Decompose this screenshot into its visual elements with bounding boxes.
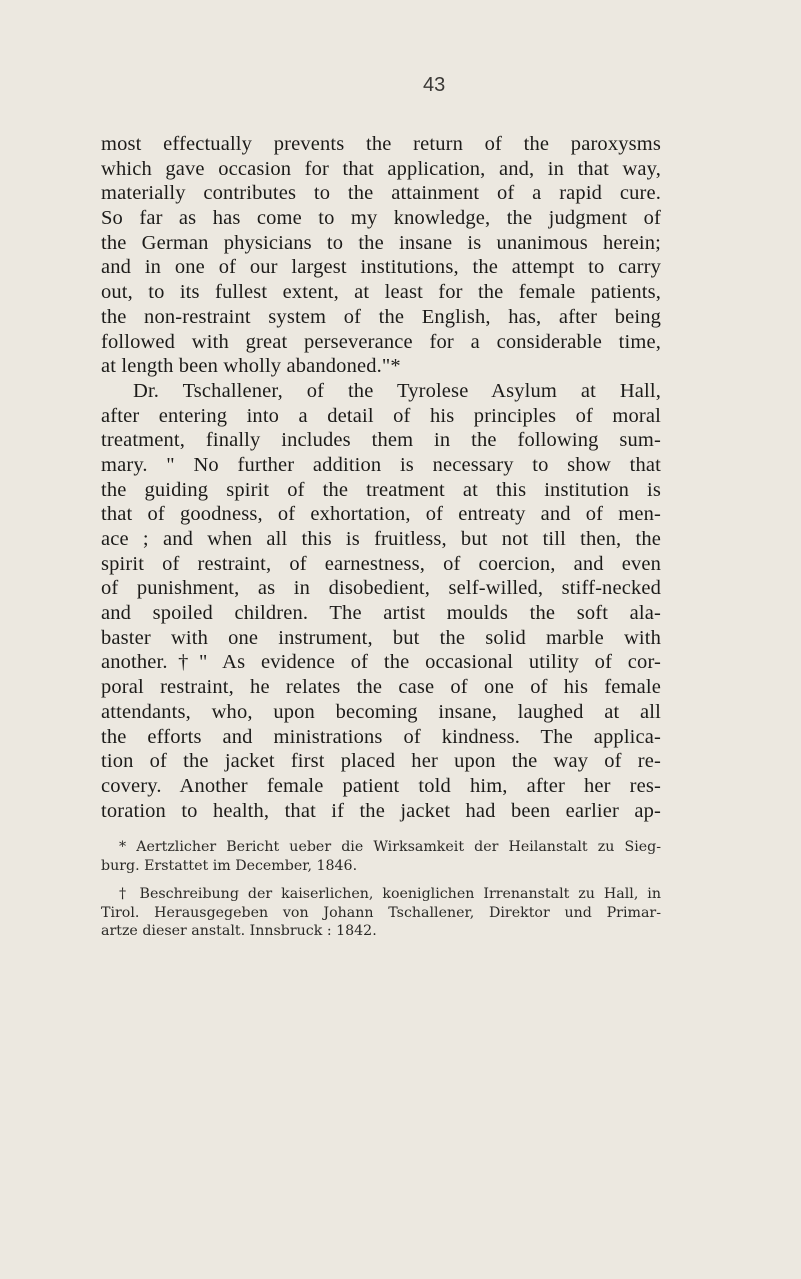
text-line: tion of the jacket first placed her upon the way of re- — [101, 750, 661, 773]
text-line: another.†" As evidence of the occasional utility of cor- — [101, 651, 661, 674]
text-line: spirit of restraint, of earnestness, of coercion, and even — [101, 552, 661, 575]
text-line: Dr. Tschallener, of the Tyrolese Asylum at Hall, — [133, 379, 661, 402]
text-line: followed with great perseverance for a considerable time, — [101, 330, 661, 353]
footnote-2 — [101, 885, 661, 941]
text-line: the efforts and ministrations of kindness. The applica- — [101, 725, 661, 748]
text-line: the non-restraint system of the English, has, after being — [101, 305, 661, 328]
footnote-1 — [101, 838, 661, 875]
text-line: mary. " No further addition is necessary to show that — [101, 453, 661, 476]
text-line: after entering into a detail of his principles of moral — [101, 404, 661, 427]
text-line: poral restraint, he relates the case of one of his female — [101, 676, 661, 699]
text-line: treatment, finally includes them in the following sum- — [101, 429, 661, 452]
text-line: of punishment, as in disobedient, self-willed, stiff-necked — [101, 577, 661, 600]
text-line: out, to its fullest extent, at least for the female patients, — [101, 281, 661, 304]
text-line: and spoiled children. The artist moulds the soft ala- — [101, 602, 661, 625]
text-line: the German physicians to the insane is unanimous herein; — [101, 231, 661, 254]
text-line: and in one of our largest institutions, the attempt to carry — [101, 256, 661, 279]
text-line: covery. Another female patient told him, after her res- — [101, 774, 661, 797]
footnote-line: † Beschreibung der kaiserlichen, koeniglichen Irrenanstalt zu Hall, in — [119, 886, 661, 903]
text-line: ace ; and when all this is fruitless, but not till then, the — [101, 528, 661, 550]
text-line: baster with one instrument, but the solid marble with — [101, 626, 661, 649]
text-line: at length been wholly abandoned."* — [101, 355, 401, 378]
footnotes — [101, 838, 661, 941]
text-line: toration to health, that if the jacket had been earlier ap- — [101, 799, 661, 822]
text-line: which gave occasion for that application, and, in that way, — [101, 157, 661, 180]
text-line: materially contributes to the attainment of a rapid cure. — [101, 182, 661, 205]
body-text — [101, 132, 661, 823]
text-line: most effectually prevents the return of the paroxysms — [101, 133, 661, 155]
footnote-line: artze dieser anstalt. Innsbruck : 1842. — [101, 923, 377, 940]
footnote-line: burg. Erstattet im December, 1846. — [101, 857, 358, 874]
text-line: that of goodness, of exhortation, of entreaty and of men- — [101, 503, 661, 526]
footnote-line: * Aertzlicher Bericht ueber die Wirksamkeit der Heilanstalt zu Sieg- — [119, 839, 661, 855]
text-line: the guiding spirit of the treatment at this institution is — [101, 478, 661, 501]
text-line: So far as has come to my knowledge, the judgment of — [101, 207, 661, 230]
text-line: attendants, who, upon becoming insane, laughed at all — [101, 700, 661, 723]
footnote-line: Tirol. Herausgegeben von Johann Tschallener, Direktor und Primar- — [101, 904, 661, 921]
page-number: 43 — [423, 74, 446, 96]
